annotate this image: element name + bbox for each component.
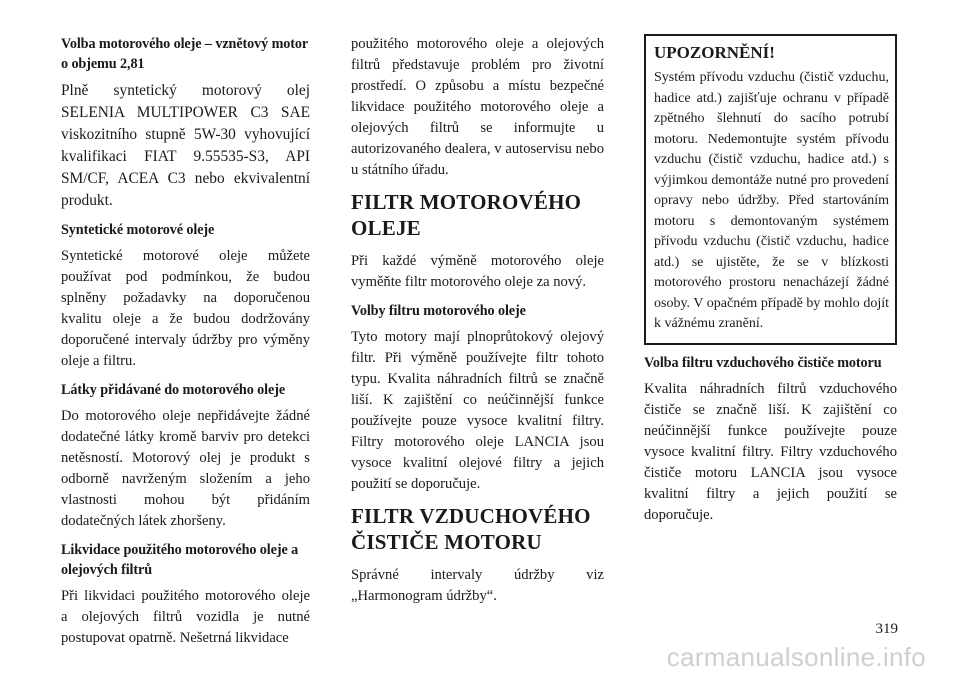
warning-title: UPOZORNĚNÍ! — [654, 43, 775, 62]
paragraph-oil-filter: Při každé výměně motorového oleje vyměňte filtr motorového oleje za nový. — [351, 253, 604, 290]
paragraph-oil-choice: Plně syntetický motorový olej SELENIA MULTIPOWER C3 SAE viskozitního stupně 5W-30 vyhovující kvalifikaci FIAT 9.55535-S3, API SM/CF, ACEA C3 nebo ekvivalentní produkt. — [61, 82, 310, 209]
heading-air-filter: FILTR VZDUCHOVÉHO ČISTIČE MOTORU — [351, 504, 591, 554]
heading-oil-additives: Látky přidávané do motorového oleje — [61, 382, 286, 398]
paragraph-oil-filter-choice: Tyto motory mají plnoprůtokový olejový filtr. Při výměně používejte filtr tohoto typu. Kvalita náhradních filtrů se značně liší. K zajištění co neúčinnější funkce používejte pouze vysoce kvalitní filtry. Filtry motorového oleje LANCIA jsou vysoce kvalitní olejové filtry a jejich použití se doporučuje. — [351, 329, 604, 492]
paragraph-oil-disposal: Při likvidaci použitého motorového oleje a olejových filtrů vozidla je nutné postupovat opatrně. Nešetrná likvidace — [61, 588, 310, 646]
column-right — [644, 34, 897, 534]
heading-air-filter-choice: Volba filtru vzduchového čističe motoru — [644, 354, 882, 371]
warning-box — [644, 34, 897, 345]
paragraph-air-filter: Správné intervaly údržby viz „Harmonogram údržby“. — [351, 567, 604, 604]
heading-oil-disposal: Likvidace použitého motorového oleje a olejových filtrů — [61, 542, 299, 578]
paragraph-synthetic-oils: Syntetické motorové oleje můžete používat pod podmínkou, že budou splněny požadavky na doporučenou kvalitu oleje a že budou dodržovány doporučené intervaly údržby pro výměny oleje a filtru. — [61, 248, 310, 369]
column-left — [61, 34, 310, 657]
paragraph-oil-disposal-continued: použitého motorového oleje a olejových filtrů představuje problém pro životní prostředí. O způsobu a místu bezpečné likvidace použitého motorového oleje a olejových filtrů se informujte u autorizovaného dealera, v autoservisu nebo u státního úřadu. — [351, 36, 604, 178]
warning-text: Systém přívodu vzduchu (čistič vzduchu, hadice atd.) zajišťuje ochranu v případě zpětného šlehnutí do sacího potrubí motoru. Nedemontujte systém přívodu vzduchu (čistič vzduchu, hadice atd.) s výjimkou demontáže nutné pro provedení opravy nebo údržby. Před startováním motoru s demontovaným systémem přívodu vzduchu (čistič vzduchu, hadice atd.) se ujistěte, že se v blízkosti motorového prostoru nenacházejí žádné osoby. V opačném případě by mohlo dojít k vážnému zranění. — [654, 70, 889, 331]
heading-oil-choice: Volba motorového oleje – vznětový motor o objemu 2,81 — [61, 36, 308, 72]
page-number: 319 — [875, 621, 898, 637]
heading-oil-filter-choice: Volby filtru motorového oleje — [351, 303, 526, 319]
paragraph-air-filter-choice: Kvalita náhradních filtrů vzduchového čističe se značně liší. K zajištění co neúčinnější funkce používejte pouze vysoce kvalitní filtry. Filtry vzduchového čističe motoru LANCIA jsou vysoce kvalitní filtry a jejich použití se doporučuje. — [644, 380, 897, 523]
paragraph-oil-additives: Do motorového oleje nepřidávejte žádné dodatečné látky kromě barviv pro detekci netěsností. Motorový olej je produkt s odborně navrženým složením a jeho vlastnosti mohou být přidáním dodatečných látek zhoršeny. — [61, 408, 310, 529]
watermark-text: carmanualsonline.info — [666, 642, 926, 672]
heading-oil-filter: FILTR MOTOROVÉHO OLEJE — [351, 190, 582, 240]
heading-synthetic-oils: Syntetické motorové oleje — [61, 222, 215, 238]
column-middle — [351, 34, 604, 615]
